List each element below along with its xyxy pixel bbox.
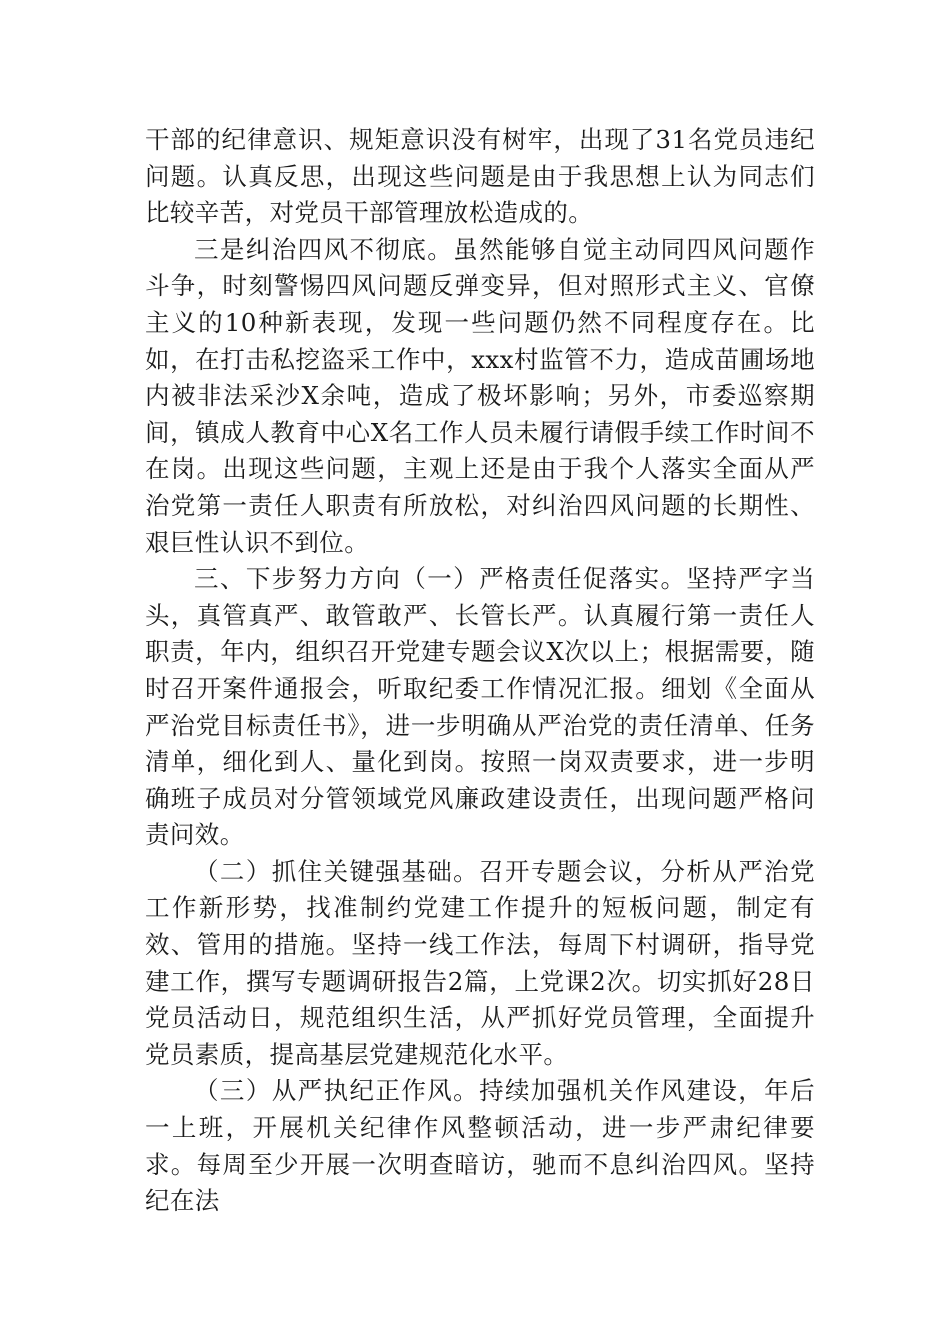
paragraph-key-foundation: （二）抓住关键强基础。召开专题会议，分析从严治党工作新形势，找准制约党建工作提升的短板问题，制定有效、管用的措施。坚持一线工作法，每周下村调研，指导党建工作，撰写专题调研报告2篇，上党课2次。切实抓好28日党员活动日，规范组织生活，从严抓好党员管理，全面提升党员素质，提高基层党建规范化水平。 [145, 856, 815, 1069]
paragraph-next-steps-responsibility: 三、下步努力方向（一）严格责任促落实。坚持严字当头，真管真严、敢管敢严、长管长严。认真履行第一责任人职责，年内，组织召开党建专题会议X次以上；根据需要，随时召开案件通报会，听取纪委工作情况汇报。细划《全面从严治党目标责任书》，进一步明确从严治党的责任清单、任务清单，细化到人、量化到岗。按照一岗双责要求，进一步明确班子成员对分管领域党风廉政建设责任，出现问题严格问责问效。 [145, 564, 815, 850]
paragraph-four-winds: 三是纠治四风不彻底。虽然能够自觉主动同四风问题作斗争，时刻警惕四风问题反弹变异，但对照形式主义、官僚主义的10种新表现，发现一些问题仍然不同程度存在。比如，在打击私挖盗采工作中，xxx村监管不力，造成苗圃场地内被非法采沙X余吨，造成了极坏影响；另外，市委巡察期间，镇成人教育中心X名工作人员未履行请假手续工作时间不在岗。出现这些问题，主观上还是由于我个人落实全面从严治党第一责任人职责有所放松，对纠治四风问题的长期性、艰巨性认识不到位。 [145, 234, 815, 557]
document-body [145, 122, 815, 1220]
paragraph-discipline-style: （三）从严执纪正作风。持续加强机关作风建设，年后一上班，开展机关纪律作风整顿活动，进一步严肃纪律要求。每周至少开展一次明查暗访，驰而不息纠治四风。坚持纪在法 [145, 1076, 815, 1216]
paragraph-discipline-problems: 干部的纪律意识、规矩意识没有树牢，出现了31名党员违纪问题。认真反思，出现这些问题是由于我思想上认为同志们比较辛苦，对党员干部管理放松造成的。 [145, 125, 815, 228]
